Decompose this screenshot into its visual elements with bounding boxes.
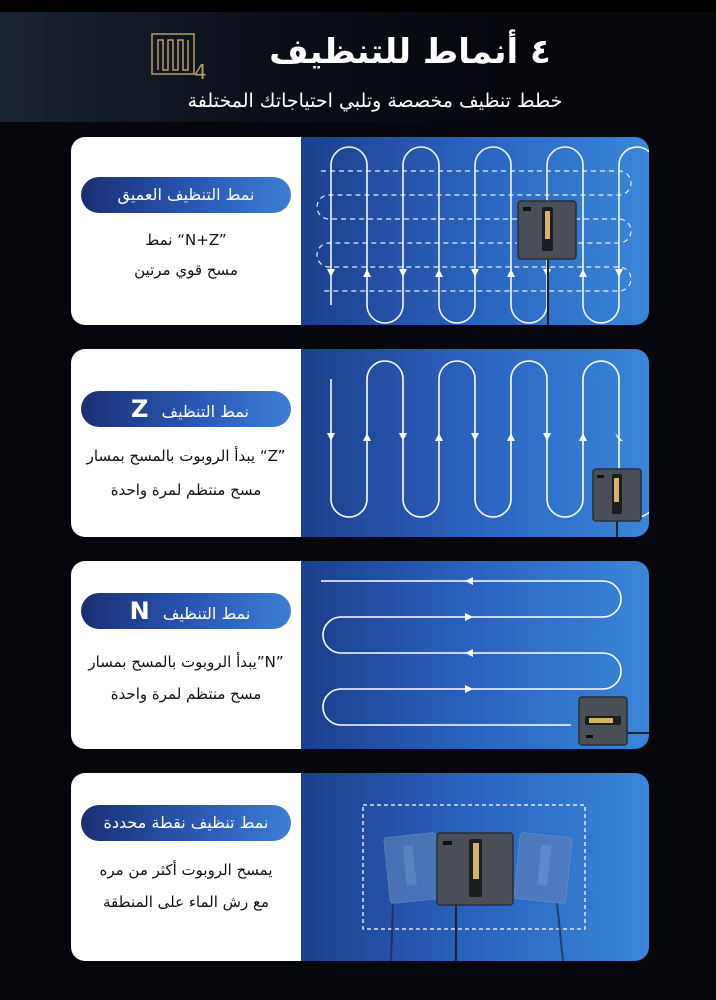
mode-line-1: يمسح الروبوت أكثر من مره — [99, 861, 273, 879]
mode-line-2: مسح قوي مرتين — [134, 261, 238, 279]
mode-pill-letter: Z — [131, 395, 149, 423]
n-path-diagram — [301, 561, 649, 749]
mode-card-text-panel — [71, 561, 301, 749]
mode-line-1: يبدأ الروبوت بالمسح بمسار “Z” — [86, 447, 286, 465]
page-subtitle: خطط تنظيف مخصصة وتلبي احتياجاتك المختلفة — [187, 90, 563, 112]
mode-line-1: يبدأ الروبوت بالمسح بمسار”N” — [88, 653, 284, 671]
n-plus-z-path-diagram — [301, 137, 649, 325]
mode-pill-deep — [81, 177, 291, 213]
mode-line-2: مع رش الماء على المنطقة — [103, 893, 269, 911]
robot-ghost-left-icon — [384, 832, 443, 961]
mode-line-2: مسح منتظم لمرة واحدة — [110, 685, 262, 703]
mode-card-n[interactable] — [71, 561, 649, 749]
robot-icon — [518, 201, 576, 325]
mode-card-text-panel — [71, 349, 301, 537]
mode-pill-label: نمط تنظيف نقطة محددة — [103, 813, 269, 832]
logo-digit: 4 — [194, 60, 207, 82]
mode-card-text-panel — [71, 773, 301, 961]
mode-card-deep[interactable] — [71, 137, 649, 325]
mode-card-text-panel — [71, 137, 301, 325]
mode-diagram-panel — [301, 773, 649, 961]
mode-pill-label: نمط التنظيف — [162, 604, 251, 623]
mode-card-z[interactable] — [71, 349, 649, 537]
mode-pill-letter: N — [129, 597, 150, 625]
z-path-diagram — [301, 349, 649, 537]
four-modes-icon — [150, 32, 208, 82]
mode-line-2: مسح منتظم لمرة واحدة — [110, 481, 262, 499]
mode-pill-n — [81, 593, 291, 629]
mode-card-spot[interactable] — [71, 773, 649, 961]
top-bar — [0, 0, 716, 12]
robot-ghost-right-icon — [514, 832, 573, 961]
robot-icon — [437, 833, 513, 961]
mode-diagram-panel — [301, 137, 649, 325]
mode-diagram-panel — [301, 561, 649, 749]
spot-area-diagram — [301, 773, 649, 961]
mode-pill-label: نمط التنظيف العميق — [117, 185, 255, 204]
mode-line-1: نمط “N+Z” — [145, 231, 227, 249]
mode-pill-spot — [81, 805, 291, 841]
mode-diagram-panel — [301, 349, 649, 537]
mode-pill-label: نمط التنظيف — [161, 402, 249, 421]
page-title: ٤ أنماط للتنظيف — [269, 32, 551, 72]
mode-pill-z — [81, 391, 291, 427]
robot-icon — [593, 469, 641, 537]
robot-icon — [579, 697, 649, 745]
